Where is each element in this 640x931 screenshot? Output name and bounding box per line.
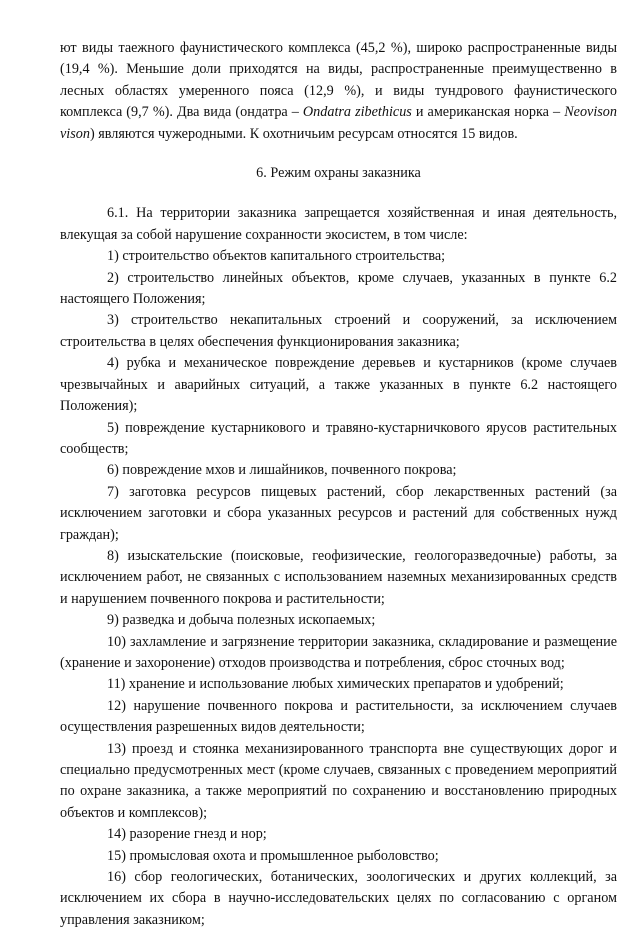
list-item-2: 2) строительство линейных объектов, кроме случаев, указанных в пункте 6.2 настоящего Положения; [60,269,617,308]
list-item-12: 12) нарушение почвенного покрова и растительности, за исключением случаев осуществления разрешенных видов деятельности; [60,697,617,736]
list-item-1: 1) строительство объектов капитального строительства; [107,248,446,265]
latin-name-muskrat: Ondatra zibethicus [302,104,412,121]
latin-name-mink: Neovison vison [60,104,617,142]
list-item-16: 16) сбор геологических, ботанических, зоологических и других коллекций, за исключением их сбора в научно-исследовательских целях по согласованию с органом управления заказником; [60,869,617,928]
list-item-13: 13) проезд и стоянка механизированного транспорта вне существующих дорог и специально предусмотренных мест (кроме случаев, связанных с проведением мероприятий по охране заказника, а также мероприятий по сохранению и восстановлению природных объектов и комплексов); [60,740,617,821]
list-item-9: 9) разведка и добыча полезных ископаемых; [107,612,376,629]
list-item-15: 15) промысловая охота и промышленное рыболовство; [107,847,439,864]
list-item-11: 11) хранение и использование любых химических препаратов и удобрений; [107,676,564,693]
list-item-6: 6) повреждение мхов и лишайников, почвенного покрова; [107,462,457,479]
section-heading: 6. Режим охраны заказника [256,165,421,182]
list-item-8: 8) изыскательские (поисковые, геофизические, геологоразведочные) работы, за исключением работ, не связанных с использованием наземных механизированных средств и нарушением почвенного покрова и растительности; [60,547,617,607]
paragraph-6-1: 6.1. На территории заказника запрещается хозяйственная и иная деятельность, влекущая за собой нарушение сохранности экосистем, в том числе: [60,205,617,243]
list-item-14: 14) разорение гнезд и нор; [107,826,267,843]
list-item-10: 10) захламление и загрязнение территории заказника, складирование и размещение (хранение и захоронение) отходов производства и потребления, сброс сточных вод; [60,633,617,671]
document-page [60,38,617,931]
list-item-7: 7) заготовка ресурсов пищевых растений, сбор лекарственных растений (за исключением заготовки и сбора указанных ресурсов и растений для собственных нужд граждан); [60,483,617,543]
intro-paragraph: ют виды таежного фаунистического комплекса (45,2 %), широко распространенные виды (19,4 %). Меньшие доли приходятся на виды, распространенные преимущественно в лесных областях умеренного пояса (12,9 %), и виды тундрового фаунистического комплекса (9,7 %). Два вида (ондатра – Ondatra zibethicus и американская норка – Neovison vison) являются чужеродными. К охотничьим ресурсам относятся 15 видов. [60,40,617,142]
list-item-4: 4) рубка и механическое повреждение деревьев и кустарников (кроме случаев чрезвычайных и аварийных ситуаций, а также указанных в пункте 6.2 настоящего Положения); [60,355,617,415]
list-item-3: 3) строительство некапитальных строений и сооружений, за исключением строительства в целях обеспечения функционирования заказника; [60,312,617,350]
list-item-5: 5) повреждение кустарникового и травяно-кустарничкового ярусов растительных сообществ; [60,419,617,457]
